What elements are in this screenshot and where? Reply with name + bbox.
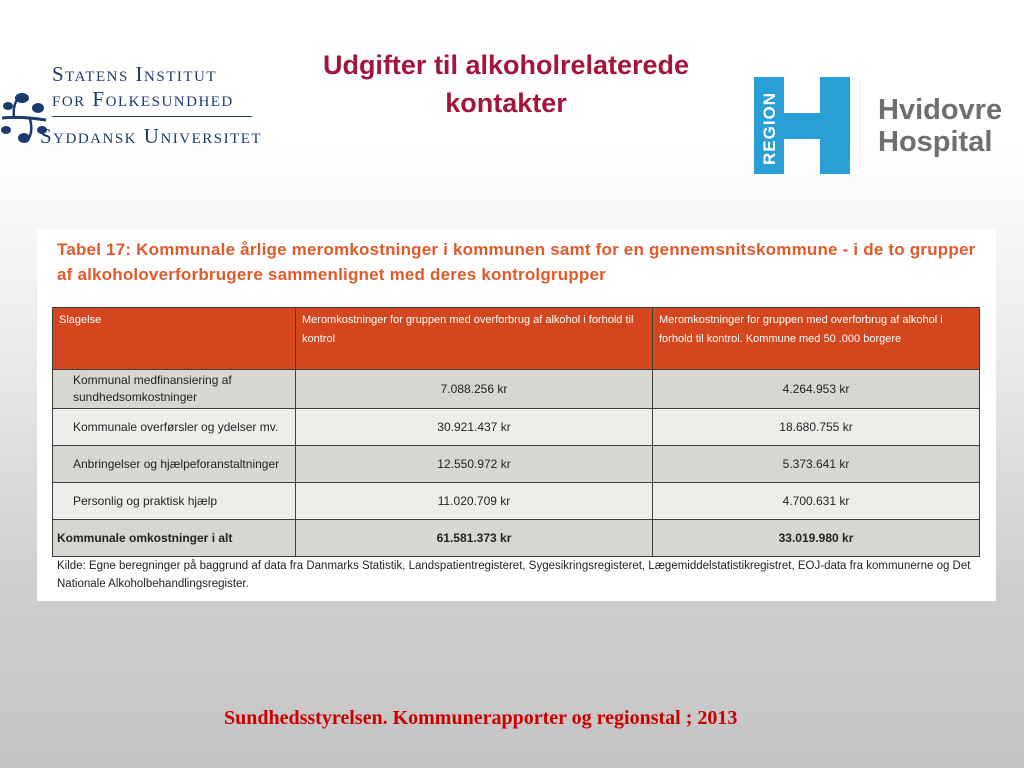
header-col1: Meromkostninger for gruppen med overforbrug af alkohol i forhold til kontrol: [296, 308, 653, 370]
logo-line-folkesundhed: for Folkesundhed: [52, 87, 234, 111]
logo-line-university: Syddansk Universitet: [40, 124, 263, 148]
table-row: [53, 409, 980, 446]
table-source-note: Kilde: Egne beregninger på baggrund af data fra Danmarks Statistik, Landspatientregisteret, Sygesikringsregisteret, Lægemiddelstatistikregistret, EOJ-data fra kommunerne og Det Nationale Alkoholbehandlingsregister.: [57, 560, 971, 590]
table-panel: [37, 229, 996, 601]
row-label: Personlig og praktisk hjælp: [53, 483, 296, 520]
total-value-col2: 33.019.980 kr: [653, 520, 980, 557]
hospital-line1: Hvidovre: [878, 94, 1003, 126]
row-value-col2: 18.680.755 kr: [653, 409, 980, 446]
row-label: Kommunale overførsler og ydelser mv.: [53, 409, 296, 446]
total-label: Kommunale omkostninger i alt: [53, 520, 296, 557]
row-value-col1: 12.550.972 kr: [296, 446, 653, 483]
row-value-col2: 4.264.953 kr: [653, 370, 980, 409]
sif-sdu-logo: [0, 60, 263, 150]
cost-table: [52, 307, 980, 557]
logo-divider: [52, 116, 252, 117]
hospital-line2: Hospital: [878, 126, 993, 158]
logo-line-institute: Statens Institut: [52, 62, 218, 86]
table-row: [53, 370, 980, 409]
header-slagelse: Slagelse: [53, 308, 296, 370]
table-total-row: [53, 520, 980, 557]
total-value-col1: 61.581.373 kr: [296, 520, 653, 557]
hospital-name: [878, 94, 1002, 158]
source-citation: Sundhedsstyrelsen. Kommunerapporter og regionstal ; 2013: [224, 707, 738, 729]
table-header-row: [53, 308, 980, 370]
slide-title: Udgifter til alkoholrelaterede kontakter: [322, 50, 690, 118]
row-label: Kommunal medfinansiering af sundhedsomkostninger: [53, 370, 296, 409]
row-value-col1: 30.921.437 kr: [296, 409, 653, 446]
header-col2: Meromkostninger for gruppen med overforbrug af alkohol i forhold til kontrol. Kommune med 50 .000 borgere: [653, 308, 980, 370]
row-value-col1: 7.088.256 kr: [296, 370, 653, 409]
table-row: [53, 483, 980, 520]
table-row: [53, 446, 980, 483]
row-value-col2: 5.373.641 kr: [653, 446, 980, 483]
table-caption: Tabel 17: Kommunale årlige meromkostninger i kommunen samt for en gennemsnitskommune - i de to grupper af alkoholoverforbrugere sammenlignet med deres kontrolgrupper: [57, 240, 976, 284]
row-label: Anbringelser og hjælpeforanstaltninger: [53, 446, 296, 483]
row-value-col1: 11.020.709 kr: [296, 483, 653, 520]
region-h-logo-icon: [754, 77, 850, 174]
region-text: REGION: [760, 91, 779, 165]
row-value-col2: 4.700.631 kr: [653, 483, 980, 520]
